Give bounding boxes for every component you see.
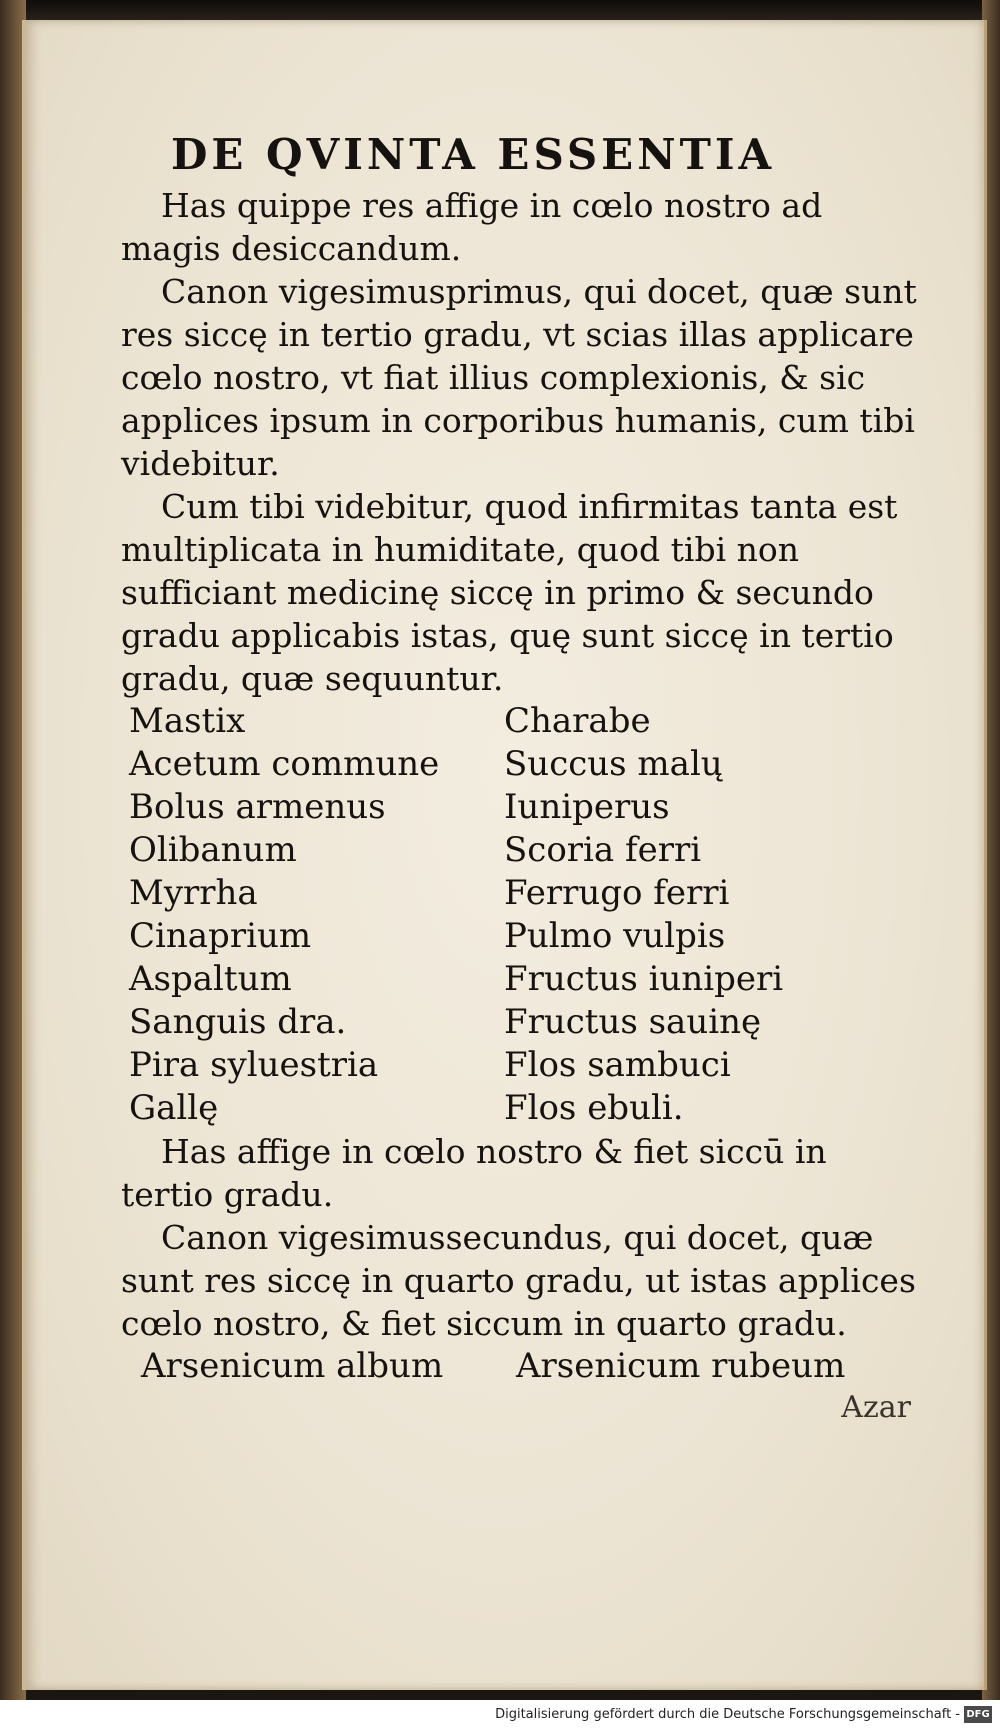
dfg-logo: DFG bbox=[964, 1706, 992, 1723]
third-degree-item: Pira syluestria bbox=[129, 1045, 379, 1085]
third-degree-item: Cinaprium bbox=[129, 916, 312, 956]
third-degree-item: Scoria ferri bbox=[504, 830, 702, 870]
third-degree-item: Acetum commune bbox=[129, 744, 440, 784]
third-degree-item: Sanguis dra. bbox=[129, 1002, 347, 1042]
running-head: DE QVINTA ESSENTIA bbox=[171, 130, 776, 179]
third-degree-item: Gallę bbox=[129, 1088, 219, 1128]
ingredient-list-third-degree bbox=[129, 700, 921, 1130]
third-degree-item: Fructus sauinę bbox=[504, 1002, 762, 1042]
third-degree-item: Iuniperus bbox=[504, 787, 670, 827]
digitization-footer bbox=[0, 1700, 1000, 1731]
third-degree-item: Mastix bbox=[129, 701, 246, 741]
third-degree-item: Bolus armenus bbox=[129, 787, 386, 827]
paragraph-1: Has quippe res affige in cœlo nostro ad magis desiccandum. bbox=[121, 186, 823, 268]
third-degree-item: Aspaltum bbox=[129, 959, 292, 999]
third-degree-item: Ferrugo ferri bbox=[504, 873, 730, 913]
third-degree-item: Pulmo vulpis bbox=[504, 916, 726, 956]
fourth-degree-item: Arsenicum rubeum bbox=[516, 1346, 846, 1386]
ingredient-list-fourth-degree bbox=[141, 1345, 921, 1388]
fourth-degree-item: Arsenicum album bbox=[141, 1346, 444, 1386]
paragraph-3: Cum tibi videbitur, quod infirmitas tanta est multiplicata in humiditate, quod tibi non sufficiant medicinę siccę in primo & secundo gradu applicabis istas, quę sunt siccę in tertio gradu, quæ sequuntur. bbox=[121, 487, 898, 698]
page-text-block bbox=[121, 130, 921, 1428]
book-edge-top bbox=[0, 0, 1000, 22]
catchword: Azar bbox=[841, 1390, 911, 1425]
third-degree-item: Charabe bbox=[504, 701, 651, 741]
third-degree-item: Flos sambuci bbox=[504, 1045, 731, 1085]
third-degree-item: Olibanum bbox=[129, 830, 297, 870]
third-degree-item: Fructus iuniperi bbox=[504, 959, 784, 999]
third-degree-item: Succus malų bbox=[504, 744, 723, 784]
book-page bbox=[22, 20, 987, 1690]
paragraph-2: Canon vigesimusprimus, qui docet, quæ sunt res siccę in tertio gradu, vt scias illas applicare cœlo nostro, vt fiat illius complexionis, & sic applices ipsum in corporibus humanis, cum tibi videbitur. bbox=[121, 272, 917, 483]
paragraph-5: Canon vigesimussecundus, qui docet, quæ sunt res siccę in quarto gradu, ut istas applices cœlo nostro, & fiet siccum in quarto gradu. bbox=[121, 1218, 916, 1343]
footer-credit: Digitalisierung gefördert durch die Deutsche Forschungsgemeinschaft - bbox=[495, 1707, 960, 1722]
third-degree-item: Flos ebuli. bbox=[504, 1088, 684, 1128]
paragraph-4: Has affige in cœlo nostro & fiet siccū in tertio gradu. bbox=[121, 1132, 827, 1214]
third-degree-item: Myrrha bbox=[129, 873, 258, 913]
